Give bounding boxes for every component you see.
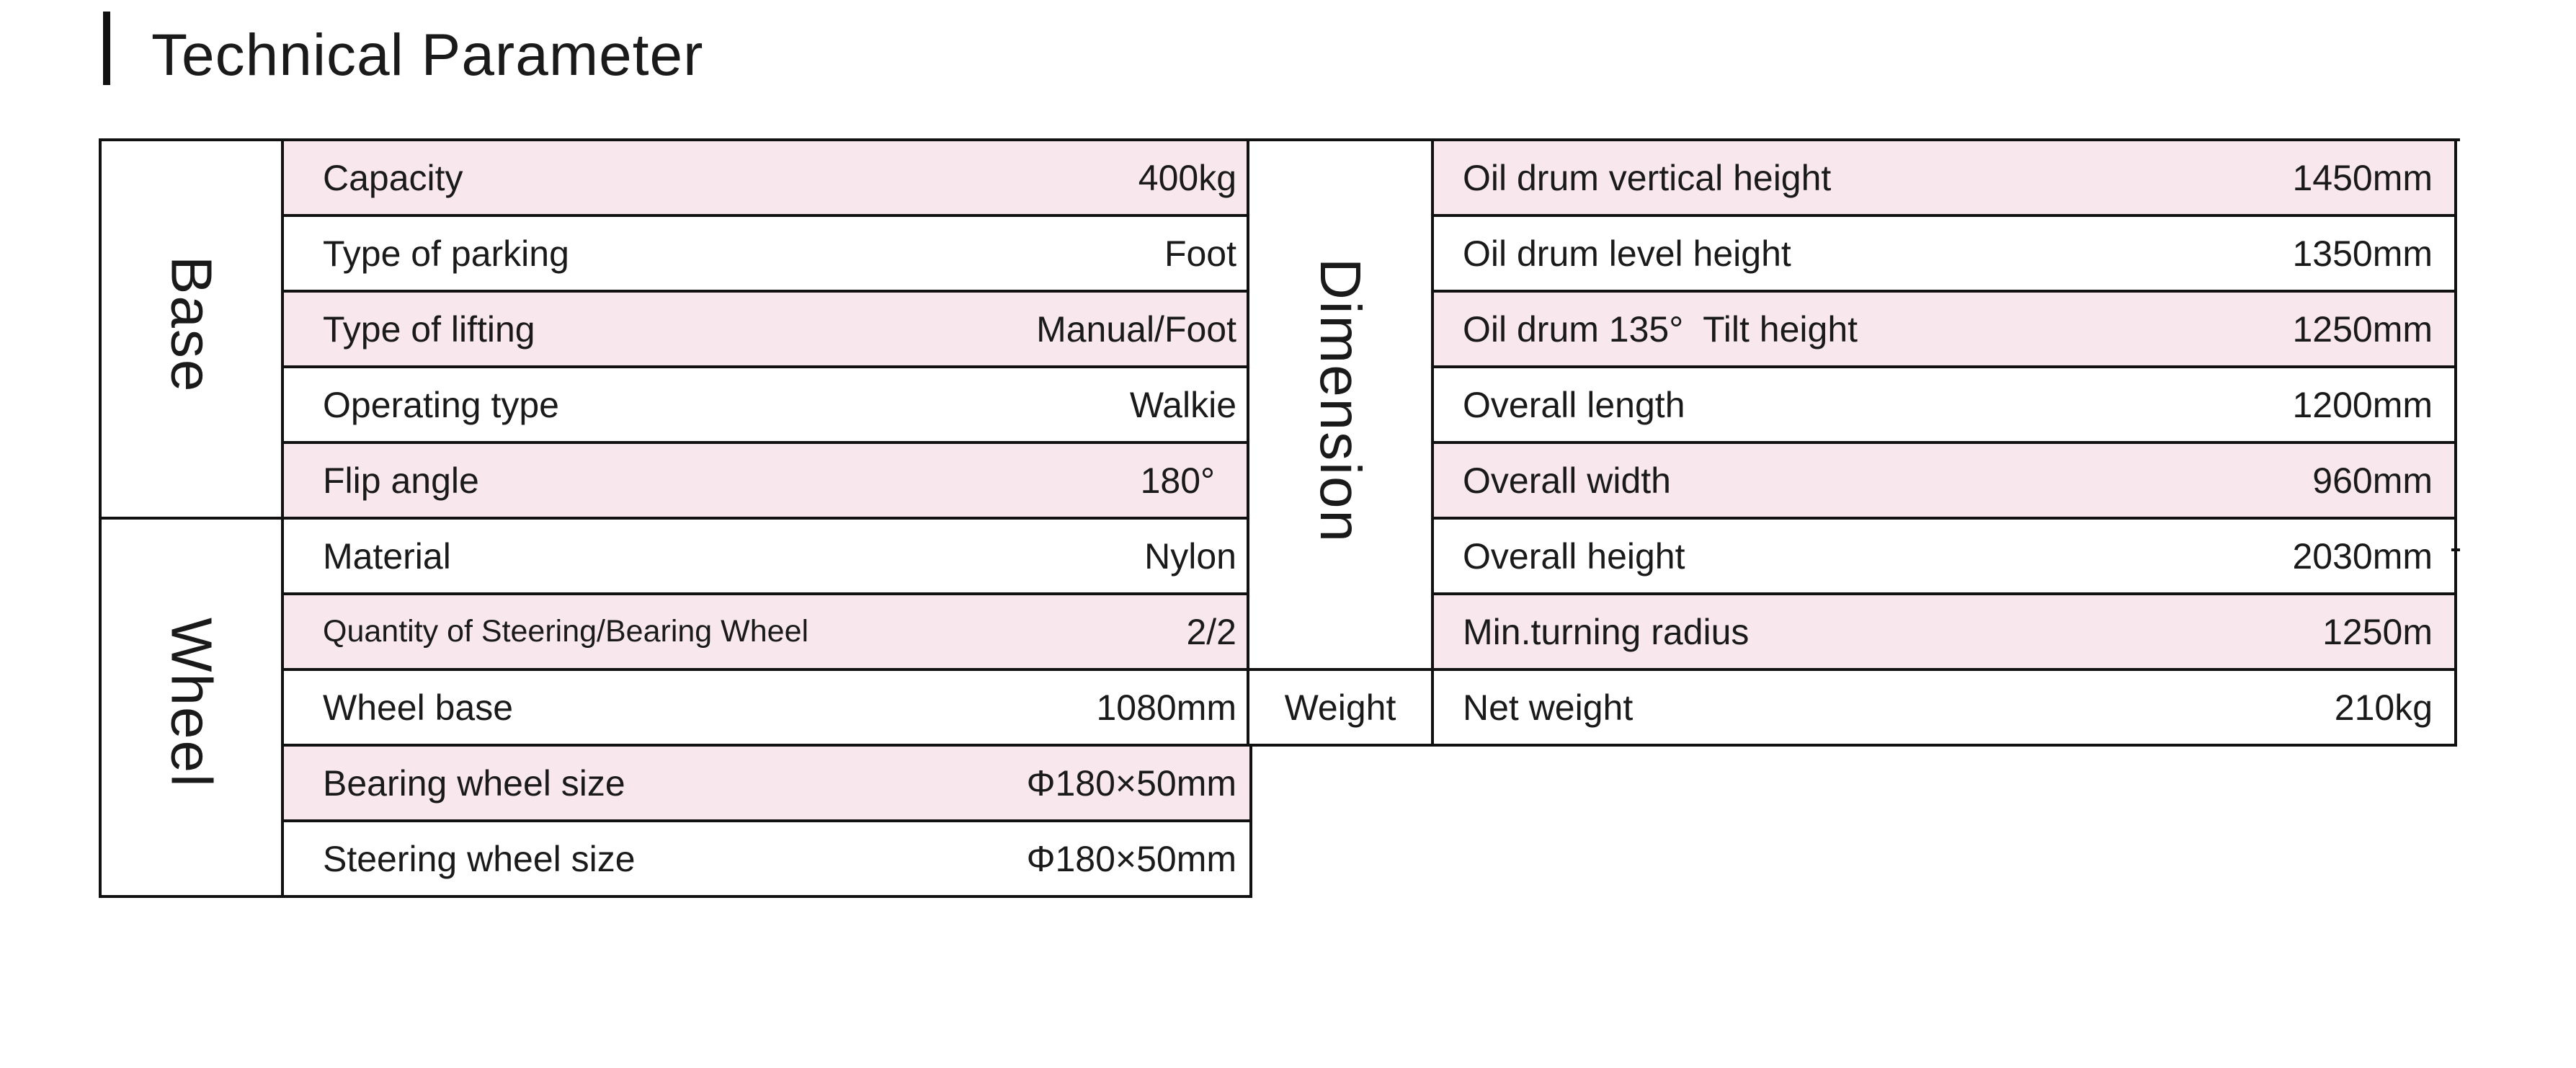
- spec-cell: [1432, 518, 2456, 594]
- spec-label: Material: [323, 535, 451, 577]
- spec-value: 210kg: [2334, 687, 2433, 728]
- spec-label: Min.turning radius: [1463, 611, 1750, 652]
- title-accent-bar: [103, 12, 110, 85]
- spec-label: Oil drum level height: [1463, 233, 1791, 274]
- spec-value: 1250mm: [2292, 308, 2433, 350]
- spec-value: Φ180×50mm: [1026, 838, 1236, 879]
- spec-label: Operating type: [323, 384, 559, 425]
- spec-label: Wheel base: [323, 687, 514, 728]
- spec-value: 1250m: [2322, 611, 2433, 652]
- table-row-capacity: [100, 140, 1251, 215]
- spec-value: 960mm: [2312, 460, 2433, 501]
- spec-label: Quantity of Steering/Bearing Wheel: [323, 614, 809, 649]
- group-label-wheel: Wheel: [159, 618, 224, 788]
- table-row-oil-drum-vertical-height: [1248, 140, 2456, 215]
- group-cell-dimension: [1248, 140, 1432, 669]
- spec-label: Flip angle: [323, 460, 479, 501]
- border-tick-top: [2451, 138, 2460, 141]
- spec-cell: [282, 140, 1251, 215]
- spec-cell: [1432, 669, 2456, 745]
- spec-label: Oil drum vertical height: [1463, 157, 1832, 198]
- spec-label: Bearing wheel size: [323, 762, 625, 804]
- spec-label: Type of parking: [323, 233, 569, 274]
- spec-value: 2/2: [1186, 611, 1236, 652]
- spec-cell: [282, 291, 1251, 367]
- spec-label: Steering wheel size: [323, 838, 636, 879]
- spec-cell: [282, 442, 1251, 518]
- spec-cell: [282, 821, 1251, 896]
- spec-cell: [1432, 367, 2456, 442]
- group-label-dimension: Dimension: [1309, 257, 1373, 543]
- table-row-net-weight: [1248, 669, 2456, 745]
- spec-value: 1080mm: [1096, 687, 1236, 728]
- table-row-material: [100, 518, 1251, 594]
- spec-value: Manual/Foot: [1036, 308, 1236, 350]
- spec-table-right: [1247, 138, 2457, 747]
- spec-table-left: [99, 138, 1252, 898]
- spec-cell: [282, 367, 1251, 442]
- spec-value: 180°: [1140, 460, 1215, 501]
- group-label-base: Base: [159, 256, 224, 393]
- group-label-weight: Weight: [1284, 687, 1396, 728]
- spec-label: Overall length: [1463, 384, 1685, 425]
- group-cell-weight: [1248, 669, 1432, 745]
- spec-value: Nylon: [1144, 535, 1236, 577]
- spec-value: Φ180×50mm: [1026, 762, 1236, 804]
- spec-cell: [1432, 442, 2456, 518]
- spec-cell: [1432, 594, 2456, 669]
- border-tick-middle: [2451, 548, 2460, 551]
- spec-value: Foot: [1164, 233, 1236, 274]
- spec-value: 1200mm: [2292, 384, 2433, 425]
- spec-cell: [282, 518, 1251, 594]
- page-title: Technical Parameter: [151, 22, 704, 88]
- spec-cell: [282, 215, 1251, 291]
- spec-label: Overall height: [1463, 535, 1685, 577]
- spec-value: 1450mm: [2292, 157, 2433, 198]
- spec-cell: [1432, 215, 2456, 291]
- spec-label: Overall width: [1463, 460, 1671, 501]
- spec-value: 2030mm: [2292, 535, 2433, 577]
- spec-cell: [282, 745, 1251, 821]
- spec-label: Type of lifting: [323, 308, 535, 350]
- spec-label: Net weight: [1463, 687, 1634, 728]
- group-cell-base: [100, 140, 282, 518]
- spec-cell: [1432, 140, 2456, 215]
- spec-cell: [1432, 291, 2456, 367]
- spec-value: 1350mm: [2292, 233, 2433, 274]
- spec-label: Capacity: [323, 157, 463, 198]
- spec-value: Walkie: [1129, 384, 1236, 425]
- group-cell-wheel: [100, 518, 282, 896]
- spec-label: Oil drum 135° Tilt height: [1463, 308, 1858, 350]
- spec-value: 400kg: [1138, 157, 1236, 198]
- spec-cell: [282, 669, 1251, 745]
- spec-cell: [282, 594, 1251, 669]
